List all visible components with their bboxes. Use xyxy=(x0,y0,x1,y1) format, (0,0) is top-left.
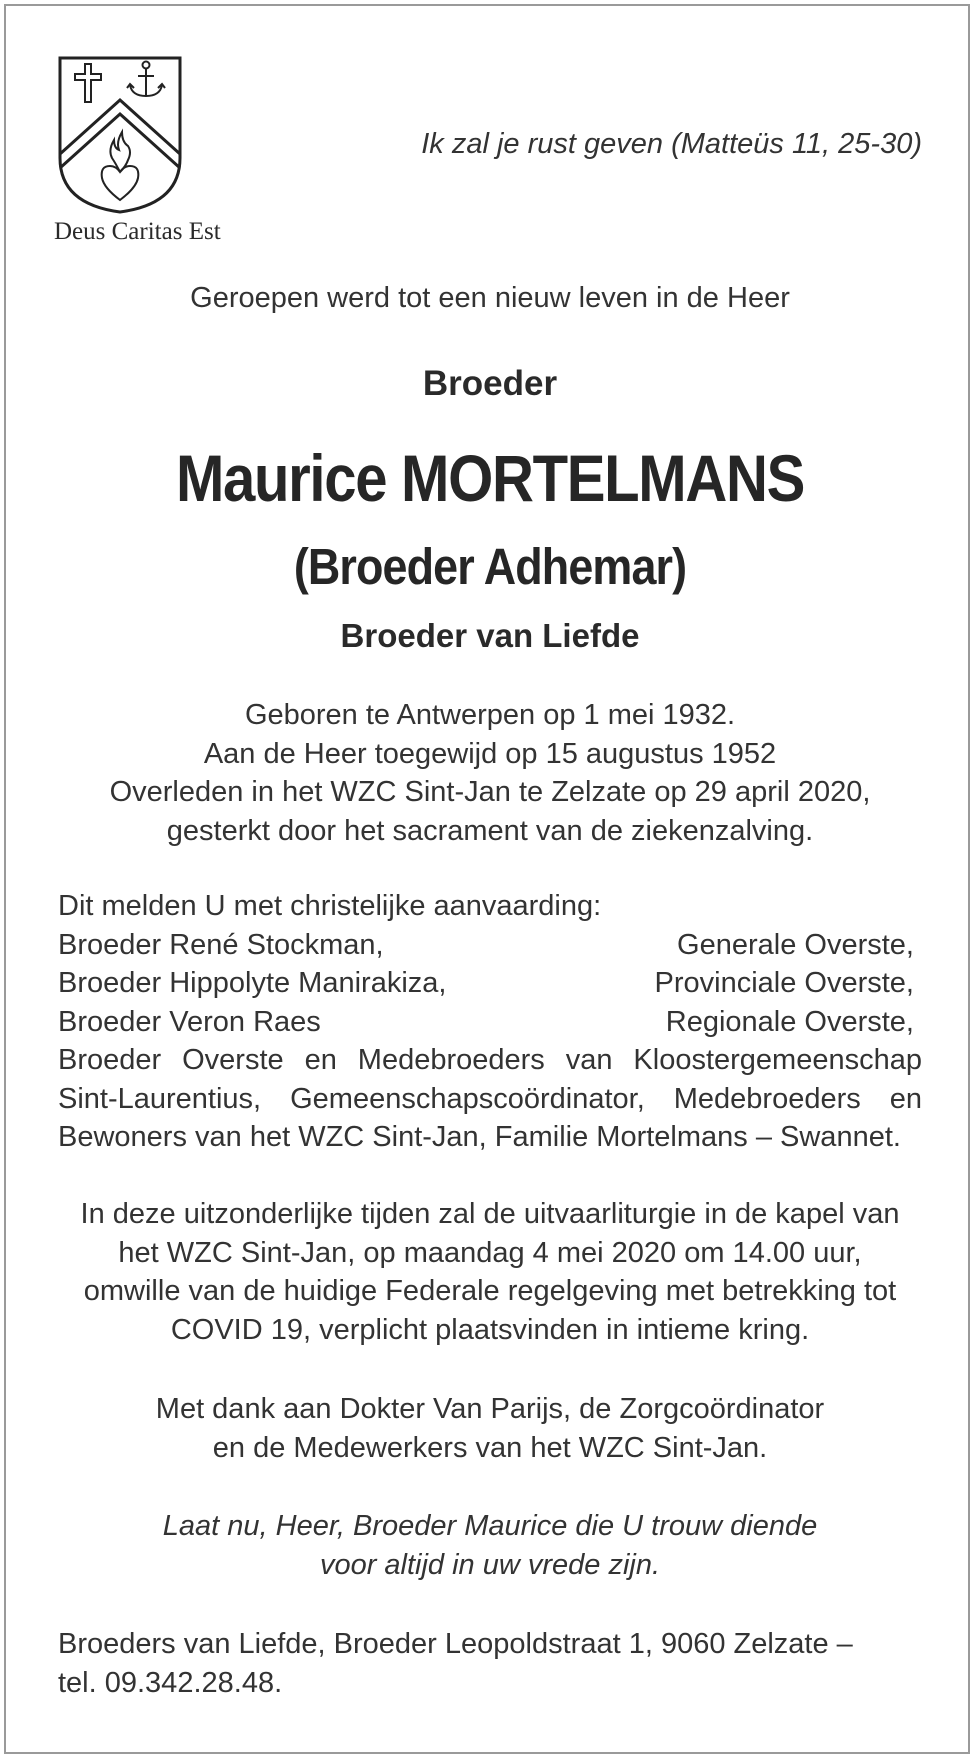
announcement-line: Broeder Overste en Medebroeders van Kloostergemeenschap xyxy=(58,1044,922,1076)
funeral-line: het WZC Sint-Jan, op maandag 4 mei 2020 om 14.00 uur, xyxy=(118,1236,862,1269)
contact-address xyxy=(58,1625,938,1702)
prayer-line: voor altijd in uw vrede zijn. xyxy=(319,1548,661,1581)
announcement-line: Bewoners van het WZC Sint-Jan, Familie Mortelmans – Swannet. xyxy=(58,1121,901,1153)
official-role: Regionale Overste, xyxy=(665,1005,914,1038)
crest-motto: Deus Caritas Est xyxy=(54,218,221,245)
thanks-line: en de Medewerkers van het WZC Sint-Jan. xyxy=(212,1431,768,1464)
religious-name: (Broeder Adhemar) xyxy=(293,538,687,595)
prayer-line: Laat nu, Heer, Broeder Maurice die U trouw diende xyxy=(162,1510,818,1542)
funeral-notice xyxy=(0,1195,980,1349)
congregation-name: Broeder van Liefde xyxy=(340,617,640,654)
deceased-name: Maurice MORTELMANS xyxy=(175,441,805,515)
official-role: Provinciale Overste, xyxy=(654,967,914,999)
official-name: Broeder Veron Raes xyxy=(58,1005,321,1038)
address-line: tel. 09.342.28.48. xyxy=(58,1666,283,1699)
closing-prayer xyxy=(0,1507,980,1584)
called-heading: Geroepen werd tot een nieuw leven in de Heer xyxy=(190,282,790,314)
announcement-intro: Dit melden U met christelijke aanvaarding: xyxy=(58,890,602,922)
coat-of-arms xyxy=(56,54,186,216)
title-prefix: Broeder xyxy=(422,364,558,403)
bio-line: Overleden in het WZC Sint-Jan te Zelzate op 29 april 2020, xyxy=(109,776,871,808)
bible-verse: Ik zal je rust geven (Matteüs 11, 25-30) xyxy=(421,128,922,160)
flaming-heart-icon xyxy=(102,132,139,200)
address-line: Broeders van Liefde, Broeder Leopoldstraat 1, 9060 Zelzate – xyxy=(58,1628,853,1660)
official-row xyxy=(58,926,922,965)
funeral-line: omwille van de huidige Federale regelgeving met betrekking tot xyxy=(83,1275,897,1307)
biography xyxy=(0,696,980,850)
thanks-line: Met dank aan Dokter Van Parijs, de Zorgcoördinator xyxy=(155,1393,825,1425)
bio-line: Aan de Heer toegewijd op 15 augustus 1952 xyxy=(203,737,777,770)
official-role: Generale Overste, xyxy=(677,928,914,961)
official-row xyxy=(58,964,922,1003)
bio-line: Geboren te Antwerpen op 1 mei 1932. xyxy=(244,699,736,731)
announcement xyxy=(58,887,922,1157)
funeral-line: In deze uitzonderlijke tijden zal de uitvaarliturgie in de kapel van xyxy=(80,1198,900,1230)
official-name: Broeder Hippolyte Manirakiza, xyxy=(58,967,447,999)
announcement-line: Sint-Laurentius, Gemeenschapscoördinator, Medebroeders en xyxy=(58,1082,922,1115)
anchor-icon xyxy=(127,62,165,97)
thanks-note xyxy=(0,1390,980,1467)
cross-icon xyxy=(75,64,101,102)
funeral-line: COVID 19, verplicht plaatsvinden in intieme kring. xyxy=(170,1313,810,1346)
bio-line: gesterkt door het sacrament van de ziekenzalving. xyxy=(166,814,814,847)
obituary-card xyxy=(4,4,970,1754)
official-row xyxy=(58,1003,922,1042)
official-name: Broeder René Stockman, xyxy=(58,928,384,961)
